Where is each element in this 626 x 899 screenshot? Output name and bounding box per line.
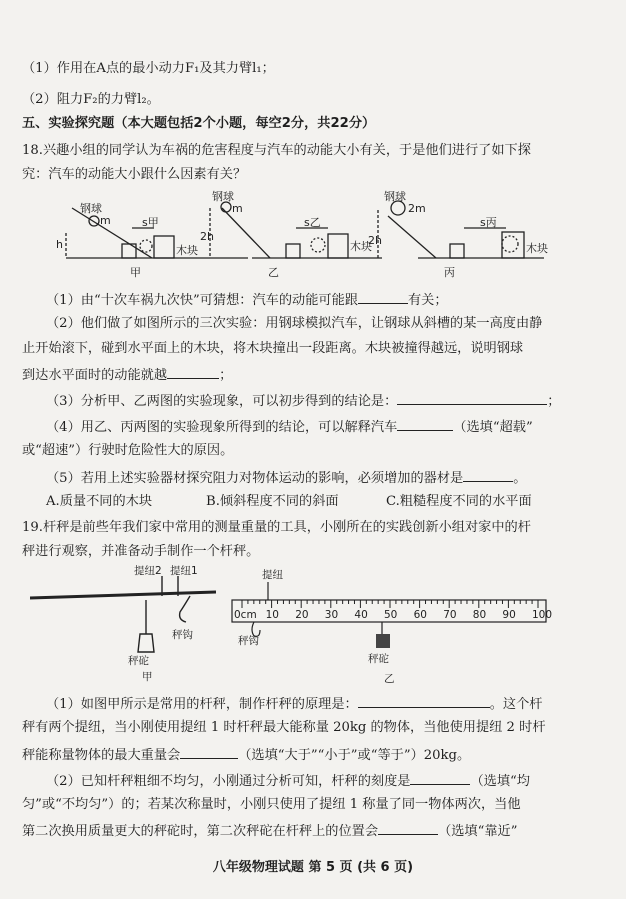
knob1-label: 提纽1 <box>170 565 198 577</box>
fig-label-jia: 甲 <box>142 671 153 682</box>
ball-label: 钢球 <box>212 190 234 203</box>
hook-label: 秤钩 <box>238 635 259 647</box>
ruler-tick-label: 80 <box>472 609 487 621</box>
figure-19-jia <box>30 564 216 682</box>
ruler-tick-label: 50 <box>384 609 398 621</box>
q18-5: （5）若用上述实验器材探究阻力对物体运动的影响，必须增加的器材是 。 <box>46 468 526 488</box>
height-label: 2h <box>200 230 214 243</box>
block-label: 木块 <box>176 244 198 257</box>
fig-label-yi: 乙 <box>268 266 279 279</box>
text-line: 第二次换用质量更大的秤砣时，第二次秤砣在杆秤上的位置会 （选填“靠近” <box>22 821 517 841</box>
question-18: 18.兴趣小组的同学认为车祸的危害程度与汽车的动能大小有关，于是他们进行了如下探 <box>22 143 531 158</box>
page-footer: 八年级物理试题 第 5 页 (共 6 页) <box>212 860 414 875</box>
text-line: 匀”或“不均匀”）的；若某次称量时，小刚只使用了提纽 1 称量了同一物体两次，当他 <box>22 797 521 812</box>
q19-1: （1）如图甲所示是常用的杆秤，制作杆秤的原理是： 。这个杆 <box>46 694 542 714</box>
height-label: h <box>56 238 63 251</box>
section-title: 五、实验探究题（本大题包括2个小题，每空2分，共22分） <box>22 116 376 131</box>
hook-label: 秤钩 <box>172 629 193 641</box>
distance-label: s乙 <box>304 216 321 229</box>
ruler-tick-label: 20 <box>295 609 309 621</box>
fig-label-yi: 乙 <box>384 673 395 684</box>
weight-label: 秤砣 <box>368 653 389 665</box>
text-line: 或“超速”）行驶时危险性大的原因。 <box>22 443 234 458</box>
mass-label: 2m <box>408 202 426 215</box>
q18-4: （4）用乙、丙两图的实验现象所得到的结论，可以解释汽车 （选填“超载” <box>46 417 533 437</box>
ruler-tick-label: 30 <box>324 609 339 621</box>
figure-18 <box>52 188 562 280</box>
mass-label: m <box>232 202 243 215</box>
question-19: 19.杆秤是前些年我们家中常用的测量重量的工具，小刚所在的实践创新小组对家中的杆 <box>22 520 531 535</box>
ruler-tick-label: 100 <box>532 609 553 621</box>
q18-2: （2）他们做了如图所示的三次实验：用钢球模拟汽车，让钢球从斜槽的某一高度由静 <box>46 316 543 331</box>
text-line: 到达水平面时的动能就越 ； <box>22 365 232 385</box>
fig-label-jia: 甲 <box>130 266 141 279</box>
ruler-tick-label: 90 <box>502 609 516 621</box>
text-line: 秤能称量物体的最大重量会 （选填“大于”“小于”或“等于”）20kg。 <box>22 745 470 765</box>
block-label: 木块 <box>526 242 548 255</box>
ruler-tick-label: 10 <box>265 609 279 621</box>
ruler-tick-label: 60 <box>413 609 427 621</box>
text-line: 秤有两个提纽，当小刚使用提纽 1 时杆秤最大能称量 20kg 的物体，当他使用提纽 2 时杆 <box>22 720 546 735</box>
height-label: 2h <box>368 234 382 247</box>
weight-block <box>376 634 390 648</box>
text-line: 究：汽车的动能大小跟什么因素有关？ <box>22 167 247 182</box>
knob2-label: 提纽2 <box>134 565 162 577</box>
distance-label: s甲 <box>142 216 159 229</box>
q18-3: （3）分析甲、乙两图的实验现象，可以初步得到的结论是： ； <box>46 391 560 411</box>
option-a: A.质量不同的木块 <box>46 494 153 509</box>
ruler-tick-label: 0cm <box>234 609 257 621</box>
option-c: C.粗糙程度不同的水平面 <box>386 494 532 509</box>
ball-label: 钢球 <box>80 202 102 215</box>
text-line: （1）作用在A点的最小动力F₁及其力臂l₁； <box>22 61 275 76</box>
block-label: 木块 <box>350 240 372 253</box>
mass-label: m <box>100 214 111 227</box>
weight-label: 秤砣 <box>128 655 149 667</box>
ball-label: 钢球 <box>384 190 406 203</box>
knob-label: 提纽 <box>262 569 283 581</box>
distance-label: s丙 <box>480 216 497 229</box>
ruler-tick-label: 70 <box>443 609 457 621</box>
text-line: 止开始滚下，碰到水平面上的木块，将木块撞出一段距离。木块被撞得越远，说明钢球 <box>22 341 524 356</box>
option-b: B.倾斜程度不同的斜面 <box>206 494 339 509</box>
q18-1: （1）由“十次车祸九次快”可猜想：汽车的动能可能跟 有关； <box>46 290 448 310</box>
q19-2: （2）已知杆秤粗细不均匀，小刚通过分析可知，杆秤的刻度是 （选填“均 <box>46 771 530 791</box>
text-line: （2）阻力F₂的力臂l₂。 <box>22 92 160 107</box>
figure-19-yi <box>228 564 554 684</box>
text-line: 秤进行观察，并准备动手制作一个杆秤。 <box>22 544 260 559</box>
fig-label-bing: 丙 <box>444 266 455 279</box>
ruler-tick-label: 40 <box>354 609 368 621</box>
